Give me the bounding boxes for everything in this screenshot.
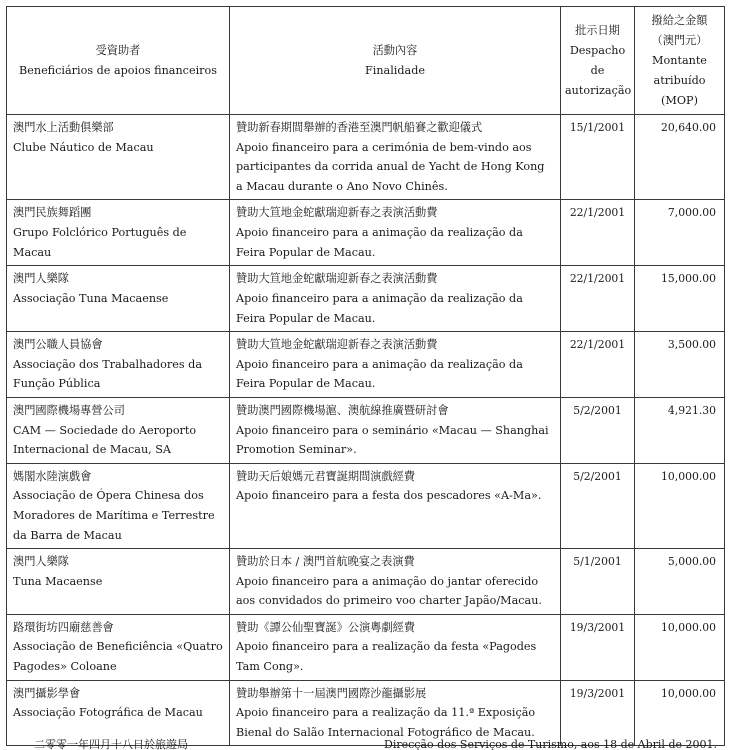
date-cell: 19/3/2001 [561, 680, 635, 746]
date-cell: 19/3/2001 [561, 614, 635, 680]
header-purpose-pt: Finalidade [365, 63, 425, 77]
beneficiary-pt: Associação Fotográfica de Macau [13, 706, 203, 720]
date-cell: 15/1/2001 [561, 115, 635, 200]
header-amount [635, 7, 725, 115]
beneficiary-cell [7, 614, 230, 680]
header-date-zh: 批示日期 [575, 23, 620, 37]
amount-cell: 7,000.00 [635, 200, 725, 266]
purpose-zh: 贊助澳門國際機場滬、澳航線推廣暨研討會 [236, 403, 449, 417]
purpose-zh: 贊助於日本 / 澳門首航晚宴之表演費 [236, 555, 415, 569]
header-beneficiary-pt: Beneficiários de apoios financeiros [19, 63, 217, 77]
beneficiary-pt: Associação de Ópera Chinesa dos Moradores de Marítima e Terrestre da Barra de Macau [13, 489, 215, 542]
table-row [7, 200, 725, 266]
beneficiary-pt: Grupo Folclórico Português de Macau [13, 225, 187, 259]
purpose-pt: Apoio financeiro para a animação da realização da Feira Popular de Macau. [236, 225, 523, 259]
beneficiary-pt: CAM — Sociedade do Aeroporto Internacional de Macau, SA [13, 423, 197, 457]
header-date [561, 7, 635, 115]
beneficiary-cell [7, 266, 230, 332]
header-beneficiary [7, 7, 230, 115]
document-footer [6, 738, 724, 750]
beneficiary-cell [7, 463, 230, 548]
beneficiary-zh: 澳門民族舞蹈團 [13, 206, 92, 220]
beneficiary-cell [7, 115, 230, 200]
purpose-cell [230, 463, 561, 548]
beneficiary-cell [7, 680, 230, 746]
beneficiary-zh: 媽閣水陸演戲會 [13, 469, 92, 483]
purpose-cell [230, 266, 561, 332]
header-date-pt-2: de [590, 63, 605, 77]
purpose-cell [230, 115, 561, 200]
amount-cell: 10,000.00 [635, 614, 725, 680]
header-amount-pt-2: atribuído [653, 73, 706, 87]
purpose-zh: 贊助大笪地金蛇獻瑞迎新春之表演活動費 [236, 206, 438, 220]
header-beneficiary-zh: 受資助者 [95, 43, 141, 57]
purpose-zh: 贊助大笪地金蛇獻瑞迎新春之表演活動費 [236, 272, 438, 286]
purpose-pt: Apoio financeiro para a animação do jantar oferecido aos convidados do primeiro voo charter Japão/Macau. [236, 574, 542, 608]
table-row [7, 266, 725, 332]
purpose-pt: Apoio financeiro para a animação da realização da Feira Popular de Macau. [236, 291, 523, 325]
beneficiary-pt: Tuna Macaense [13, 574, 103, 588]
table-row [7, 680, 725, 746]
date-cell: 22/1/2001 [561, 200, 635, 266]
purpose-zh: 贊助《譚公仙聖寶誕》公演粵劇經費 [236, 620, 416, 634]
beneficiary-zh: 澳門攝影學會 [13, 686, 81, 700]
beneficiary-zh: 澳門國際機場專營公司 [13, 403, 125, 417]
purpose-pt: Apoio financeiro para a realização da festa «Pagodes Tam Cong». [236, 640, 537, 674]
date-cell: 22/1/2001 [561, 332, 635, 398]
amount-cell: 20,640.00 [635, 115, 725, 200]
beneficiary-pt: Associação de Beneficiência «Quatro Pagodes» Coloane [13, 640, 223, 674]
table-row [7, 115, 725, 200]
beneficiary-cell [7, 200, 230, 266]
beneficiary-pt: Associação Tuna Macaense [13, 291, 169, 305]
beneficiary-zh: 澳門公職人員協會 [13, 338, 103, 352]
purpose-zh: 贊助天后娘媽元君寶誕期間演戲經費 [236, 469, 416, 483]
table-row [7, 549, 725, 615]
purpose-pt: Apoio financeiro para a realização da 11.ª Exposição Bienal do Salão Internacional Fotográfico de Macau. [236, 706, 536, 739]
amount-cell: 10,000.00 [635, 463, 725, 548]
header-amount-currency: （澳門元） [651, 33, 708, 47]
beneficiary-cell [7, 332, 230, 398]
date-cell: 5/2/2001 [561, 463, 635, 548]
beneficiary-zh: 路環街坊四廟慈善會 [13, 620, 114, 634]
table-row [7, 614, 725, 680]
purpose-pt: Apoio financeiro para a festa dos pescadores «A-Ma». [236, 489, 542, 503]
date-cell: 5/2/2001 [561, 397, 635, 463]
beneficiary-zh: 澳門人樂隊 [13, 555, 69, 569]
purpose-cell [230, 332, 561, 398]
table-row [7, 397, 725, 463]
grants-table [6, 6, 725, 746]
purpose-cell [230, 397, 561, 463]
purpose-pt: Apoio financeiro para a cerimónia de bem-vindo aos participantes da corrida anual de Yacht de Hong Kong a Macau durante o Ano Novo Chinês. [236, 140, 545, 193]
purpose-zh: 贊助舉辦第十一屆澳門國際沙龍攝影展 [236, 686, 427, 700]
purpose-cell [230, 549, 561, 615]
amount-cell: 15,000.00 [635, 266, 725, 332]
header-amount-zh: 撥給之金額 [651, 13, 708, 27]
date-cell: 5/1/2001 [561, 549, 635, 615]
header-amount-pt-1: Montante [652, 53, 707, 67]
header-date-pt-3: autorização [565, 83, 632, 97]
header-date-pt-1: Despacho [569, 43, 626, 57]
purpose-pt: Apoio financeiro para a animação da realização da Feira Popular de Macau. [236, 357, 523, 391]
beneficiary-cell [7, 549, 230, 615]
purpose-cell [230, 680, 561, 746]
purpose-zh: 贊助大笪地金蛇獻瑞迎新春之表演活動費 [236, 338, 438, 352]
purpose-cell [230, 614, 561, 680]
header-row [7, 7, 725, 115]
purpose-cell [230, 200, 561, 266]
purpose-zh: 贊助新春期間舉辦的香港至澳門帆船賽之歡迎儀式 [236, 121, 483, 134]
beneficiary-pt: Associação dos Trabalhadores da Função Pública [13, 357, 202, 391]
amount-cell: 3,500.00 [635, 332, 725, 398]
header-purpose-zh: 活動內容 [372, 43, 418, 57]
beneficiary-zh: 澳門人樂隊 [13, 272, 69, 286]
date-cell: 22/1/2001 [561, 266, 635, 332]
beneficiary-zh: 澳門水上活動俱樂部 [13, 121, 114, 134]
table-row [7, 332, 725, 398]
amount-cell: 4,921.30 [635, 397, 725, 463]
purpose-pt: Apoio financeiro para o seminário «Macau — Shanghai Promotion Seminar». [236, 423, 549, 457]
beneficiary-cell [7, 397, 230, 463]
header-purpose [230, 7, 561, 115]
table-row [7, 463, 725, 548]
amount-cell: 10,000.00 [635, 680, 725, 746]
footer-date-zh: 二零零一年四月十八日於旅遊局 [34, 738, 188, 750]
footer-signature-pt: Direcção dos Serviços de Turismo, aos 18 de Abril de 2001. [384, 738, 717, 750]
beneficiary-pt: Clube Náutico de Macau [13, 140, 154, 154]
amount-cell: 5,000.00 [635, 549, 725, 615]
header-amount-pt-3: (MOP) [661, 93, 698, 107]
